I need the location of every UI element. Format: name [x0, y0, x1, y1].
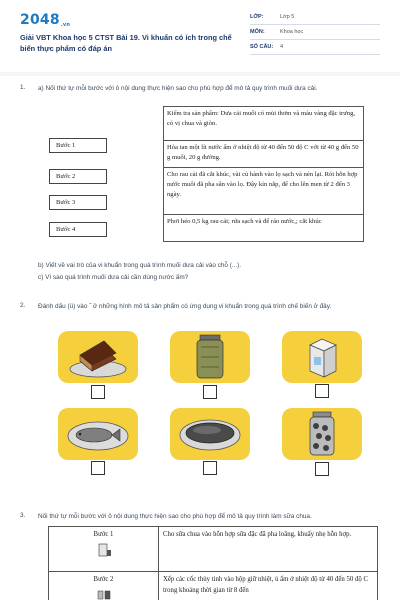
q1-number: 1.: [20, 84, 26, 91]
q3-content-1: Cho sữa chua vào hỗn hợp sữa đặc đã pha loãng, khuấy nhẹ hỗn hợp.: [159, 527, 378, 572]
cake-checkbox[interactable]: [91, 385, 105, 399]
q1-step-4[interactable]: Bước 4: [49, 222, 107, 237]
milk-carton-icon: [91, 542, 117, 558]
q3-table: [48, 526, 378, 600]
q1-content-2: Hòa tan một lít nước ấm ở nhiệt độ từ 40 đến 50 độ C với từ 40 g đến 50 g muối, 20 g đường.: [164, 141, 364, 168]
meta-key: SỐ CÂU:: [250, 44, 274, 50]
page-header: [0, 0, 400, 64]
meta-panel: [250, 10, 380, 55]
q2-prompt: Đánh dấu (ü) vào ˝ ở những hình mô tả sản phẩm có ứng dụng vi khuẩn trong quá trình chế biến ở đây.: [38, 303, 332, 310]
olive-jar-checkbox[interactable]: [315, 462, 329, 476]
header-divider: [0, 72, 400, 76]
document-title: Giải VBT Khoa học 5 CTST Bài 19. Vi khuẩn có ích trong chế biến thực phẩm có đáp án: [20, 33, 232, 53]
meta-row-count: [250, 40, 380, 55]
q1-step-1[interactable]: Bước 1: [49, 138, 107, 153]
olive-jar-icon: [282, 408, 362, 460]
pickle-jar-checkbox[interactable]: [203, 385, 217, 399]
yogurt-box-checkbox[interactable]: [315, 384, 329, 398]
meta-key: MÔN:: [250, 29, 265, 35]
q3-number: 3.: [20, 512, 26, 519]
fish-plate-image: [58, 408, 138, 460]
q1-prompt-c: c) Vì sao quá trình muối dưa cải cần dùng nước ấm?: [38, 274, 189, 281]
q1-step-3[interactable]: Bước 3: [49, 195, 107, 210]
bread-checkbox[interactable]: [203, 461, 217, 475]
meta-value: Khoa học: [280, 29, 304, 35]
bread-icon: [170, 408, 250, 460]
logo-suffix: .vn: [60, 22, 71, 28]
fish-plate-icon: [58, 408, 138, 460]
cake-icon: [58, 331, 138, 383]
site-logo[interactable]: [20, 12, 70, 28]
q3-step-2[interactable]: Bước 2: [93, 576, 114, 583]
q3-step-1[interactable]: Bước 1: [93, 531, 114, 538]
meta-value: 4: [280, 44, 284, 50]
meta-value: Lớp 5: [280, 14, 295, 20]
fish-plate-checkbox[interactable]: [91, 461, 105, 475]
q1-prompt-a: a) Nối thứ tự mỗi bước với ô nội dung thực hiện sao cho phù hợp để mô tả quy trình muối dưa cải.: [38, 85, 318, 92]
meta-row-grade: [250, 10, 380, 25]
table-row: [49, 527, 378, 572]
q1-content-1: Kiểm tra sản phẩm: Dưa cải muối có mùi thơm và màu vàng đặc trưng, có vị chua và giòn.: [164, 107, 364, 141]
yogurt-box-icon: [282, 331, 362, 383]
glass-cups-icon: [91, 587, 117, 600]
q3-prompt: Nối thứ tự mỗi bước với ô nội dung thực hiện sao cho phù hợp để mô tả quy trình làm sữa chua.: [38, 513, 312, 520]
pickle-jar-icon: [170, 331, 250, 383]
logo-main: 2048: [20, 12, 60, 28]
q2-number: 2.: [20, 302, 26, 309]
cake-image: [58, 331, 138, 383]
q1-content-3: Cho rau cải đã cắt khúc, vài củ hành vào lọ sạch và nén lại. Rót hỗn hợp nước muối đã pha sẵn vào lọ. Đậy kín nắp, để cho lên men từ 2 đến 3 ngày.: [164, 168, 364, 215]
pickle-jar-image: [170, 331, 250, 383]
meta-row-subject: [250, 25, 380, 40]
q1-content-4: Phơi héo 0,5 kg rau cải; rửa sạch và để ráo nước,; cắt khúc: [164, 215, 364, 242]
q1-prompt-b: b) Viết về vai trò của vi khuẩn trong quá trình muối dưa cải vào chỗ (...).: [38, 262, 242, 269]
q1-content-table: [163, 106, 364, 242]
table-row: [49, 572, 378, 600]
yogurt-box-image: [282, 331, 362, 383]
bread-image: [170, 408, 250, 460]
olive-jar-image: [282, 408, 362, 460]
meta-key: LỚP:: [250, 14, 264, 20]
q3-content-2: Xếp các cốc thủy tinh vào hộp giữ nhiệt, ủ ấm ở nhiệt độ từ 40 đến 50 độ C trong khoảng thời gian từ 8 đến: [159, 572, 378, 600]
q1-step-2[interactable]: Bước 2: [49, 169, 107, 184]
